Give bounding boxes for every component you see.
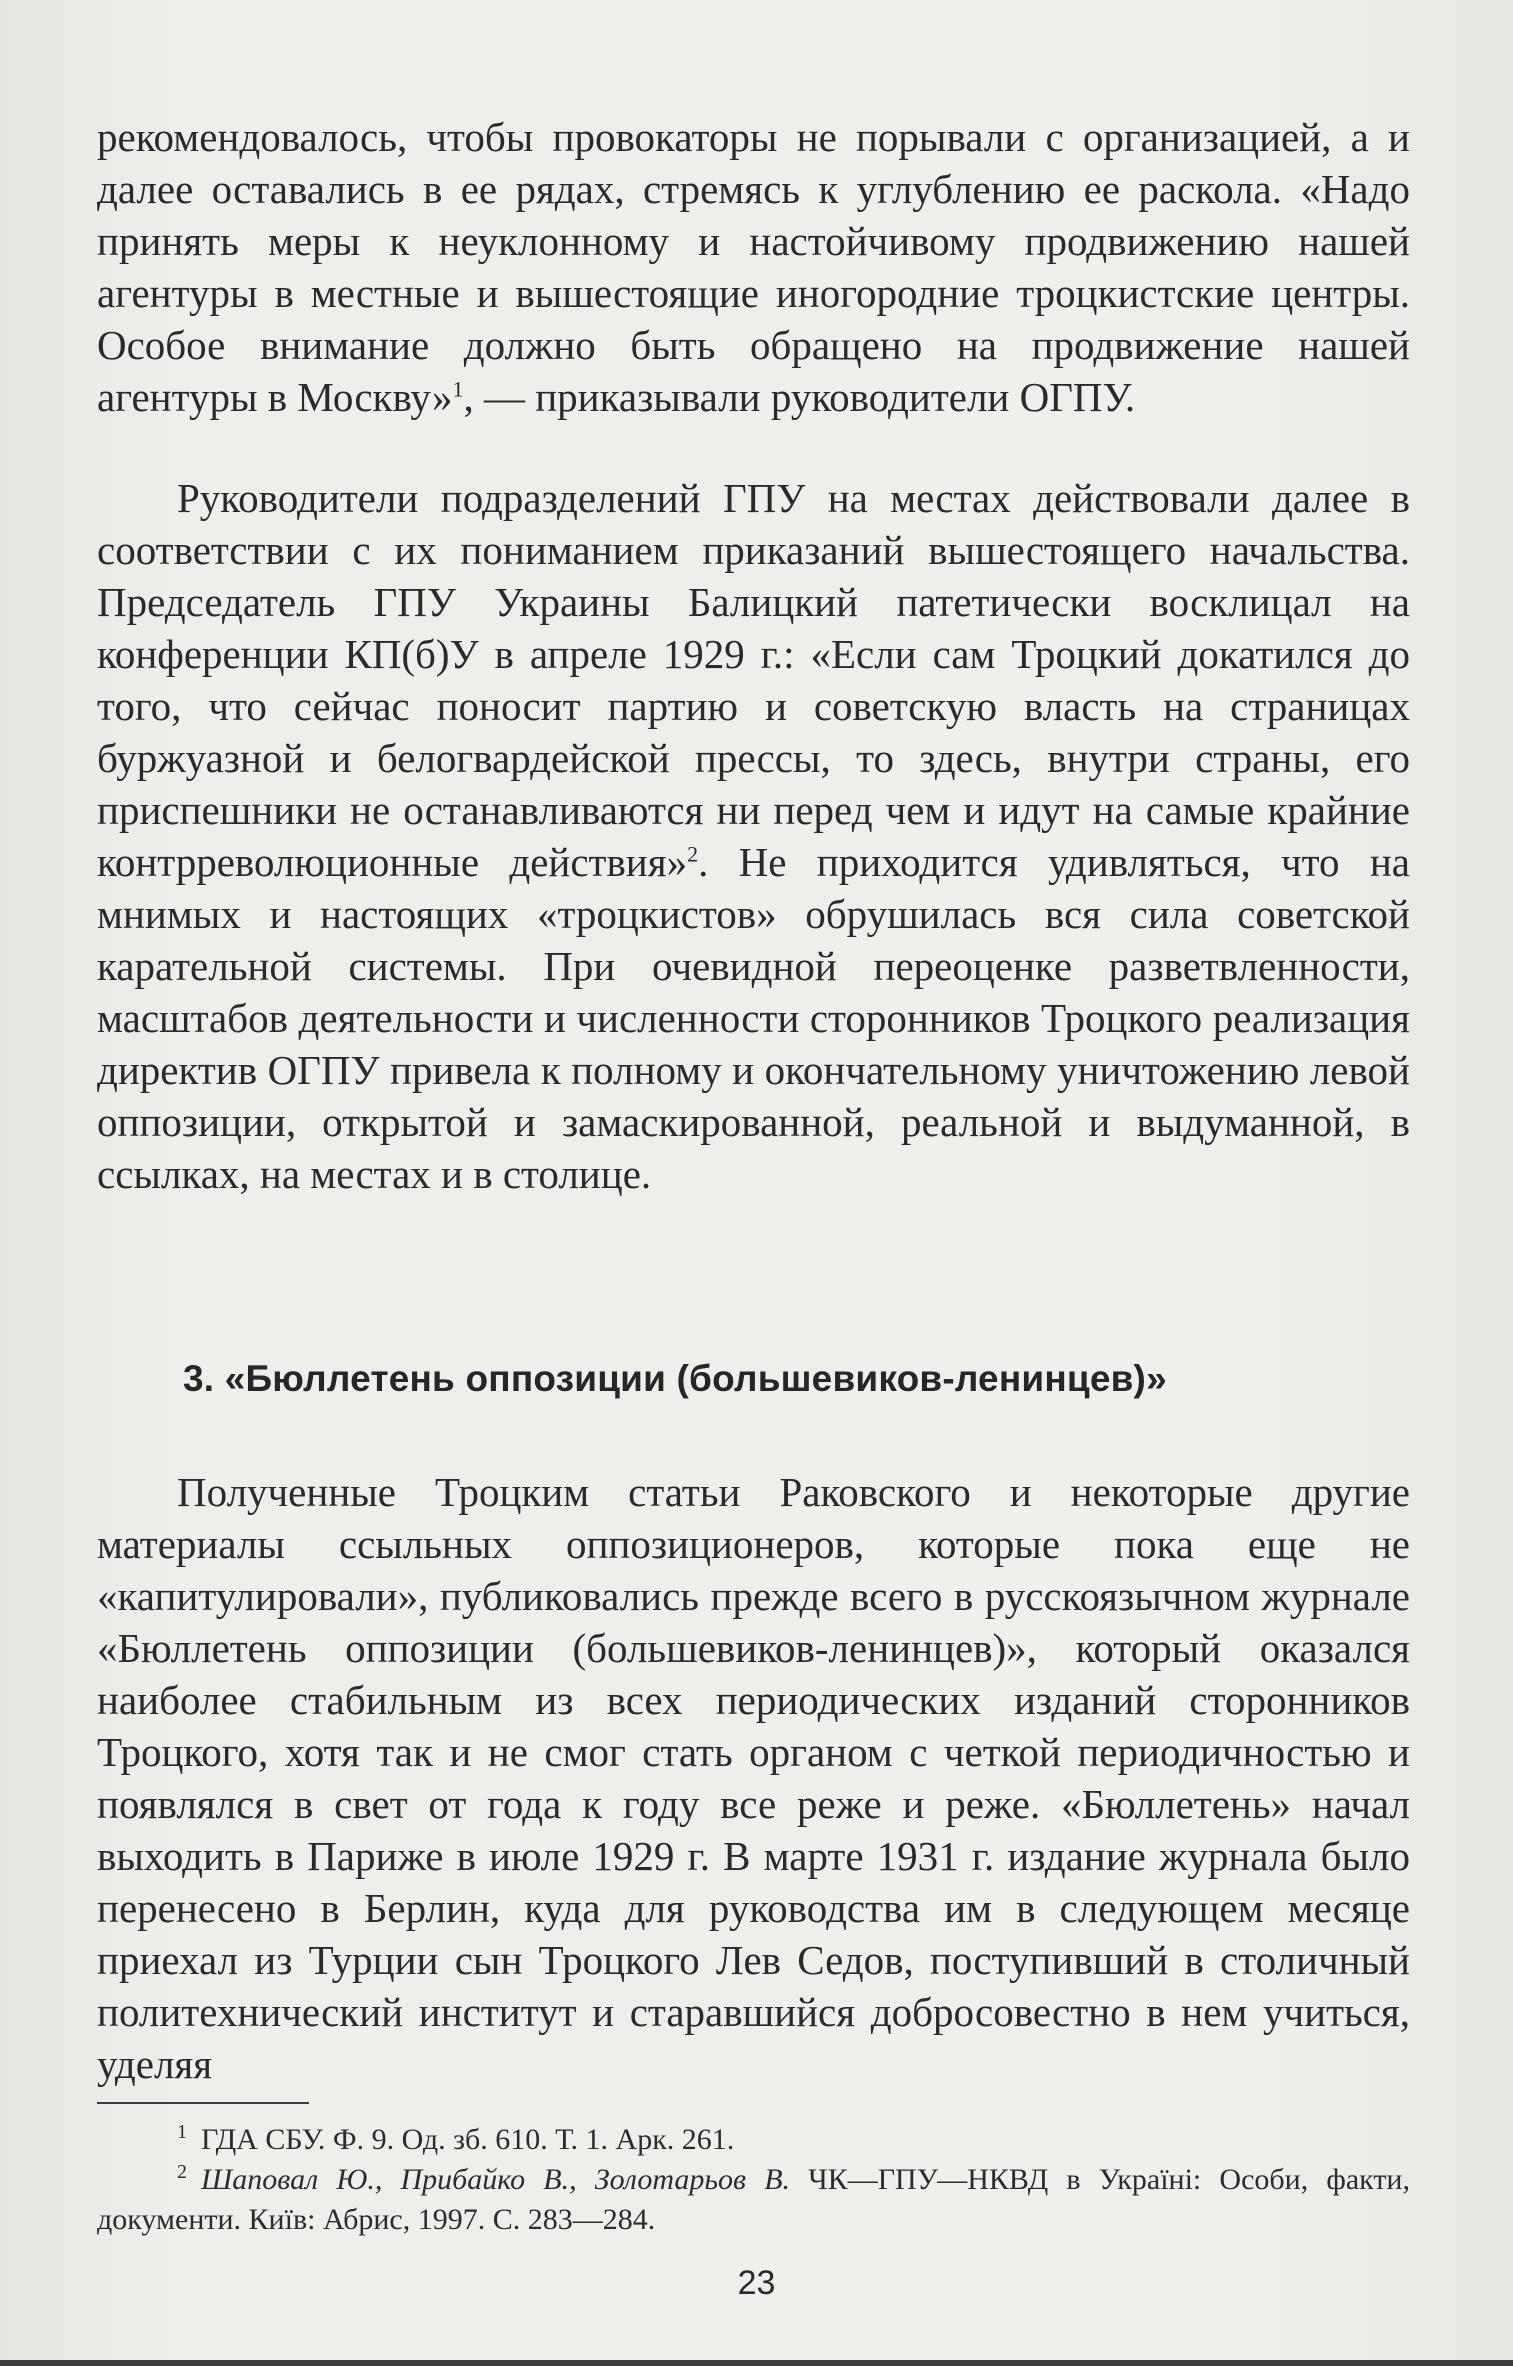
footnotes	[97, 2120, 1410, 2240]
footnote-divider	[97, 2102, 309, 2104]
footnote-1	[97, 2120, 1410, 2160]
footnote-ref-2: 2	[687, 841, 699, 867]
footnote-1-number: 1	[177, 2121, 187, 2143]
footnote-2-number: 2	[177, 2161, 187, 2183]
page-number: 23	[737, 2264, 776, 2302]
paragraph-1-end: , — приказывали руководители ОГПУ.	[463, 374, 1136, 420]
footnote-1-text: ГДА СБУ. Ф. 9. Од. зб. 610. Т. 1. Арк. 261.	[201, 2123, 735, 2156]
footnote-2-text: ЧК—ГПУ—НКВД в Україні: Особи, факти, документи. Київ: Абрис, 1997. С. 283—284.	[97, 2163, 1410, 2236]
paragraph-1	[97, 111, 1410, 423]
paragraph-3	[97, 1466, 1410, 2142]
scan-edge	[0, 2360, 1513, 2366]
paragraph-2-text: Руководители подразделений ГПУ на местах действовали далее в соответствии с их пониманием приказаний вышестоящего начальства. Председатель ГПУ Украины Балицкий патетически восклицал на конференции КП(б)У в апреле 1929 г.: «Если сам Троцкий докатился до того, что сейчас поносит партию и советскую власть на страницах буржуазной и белогвардейской прессы, то здесь, внутри страны, его приспешники не останавливаются ни перед чем и идут на самые крайние контрреволюционные действия»	[97, 475, 1410, 885]
footnote-ref-1: 1	[452, 376, 464, 402]
section-heading: 3. «Бюллетень оппозиции (большевиков-ленинцев)»	[183, 1358, 1167, 1399]
footnote-2	[97, 2160, 1410, 2240]
paragraph-1-text: рекомендовалось, чтобы провокаторы не порывали с организацией, а и далее оставались в ее рядах, стремясь к углублению ее раскола. «Надо принять меры к неуклонному и настойчивому продвижению нашей агентуры в местные и вышестоящие иногородние троцкистские центры. Особое внимание должно быть обращено на продвижение нашей агентуры в Москву»	[97, 114, 1410, 420]
paragraph-2	[97, 472, 1410, 1200]
footnote-2-authors: Шаповал Ю., Прибайко В., Золотарьов В.	[201, 2163, 791, 2196]
paragraph-2-end: . Не приходится удивляться, что на мнимых и настоящих «троцкистов» обрушилась вся сила советской карательной системы. При очевидной переоценке разветвленности, масштабов деятельности и численности сторонников Троцкого реализация директив ОГПУ привела к полному и окончательному уничтожению левой оппозиции, открытой и замаскированной, реальной и выдуманной, в ссылках, на местах и в столице.	[97, 839, 1410, 1197]
paragraph-3-text: Полученные Троцким статьи Раковского и некоторые другие материалы ссыльных оппозиционеров, которые пока еще не «капитулировали», публиковались прежде всего в русскоязычном журнале «Бюллетень оппозиции (большевиков-ленинцев)», который оказался наиболее стабильным из всех периодических изданий сторонников Троцкого, хотя так и не смог стать органом с четкой периодичностью и появлялся в свет от года к году все реже и реже. «Бюллетень» начал выходить в Париже в июле 1929 г. В марте 1931 г. издание журнала было перенесено в Берлин, куда для руководства им в следующем месяце приехал из Турции сын Троцкого Лев Седов, поступивший в столичный политехнический институт и старавшийся добросовестно в нем учиться, уделяя	[97, 1469, 1410, 2087]
